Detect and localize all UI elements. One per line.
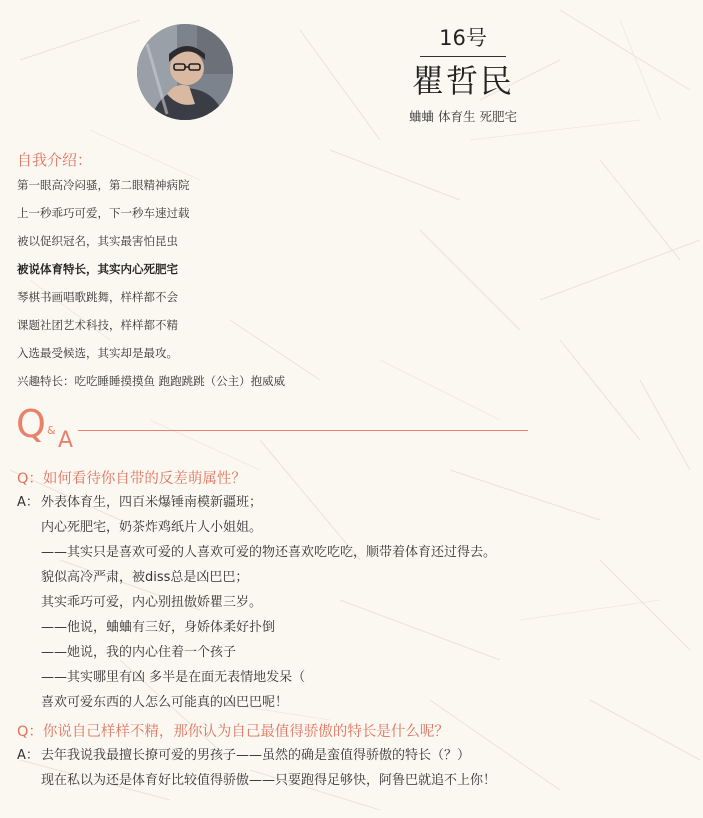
intro-list bbox=[17, 178, 285, 402]
qa-item-2 bbox=[17, 721, 697, 793]
intro-heading: 自我介绍： bbox=[17, 151, 93, 169]
answer-line: ——他说，蛐蛐有三好，身娇体柔好扑倒 bbox=[41, 620, 276, 635]
answer-line: 现在私以为还是体育好比较值得骄傲——只要跑得足够快，阿鲁巴就追不上你！ bbox=[41, 773, 497, 788]
intro-line: 第一眼高冷闷骚，第二眼精神病院 bbox=[17, 178, 190, 192]
qa-item-1 bbox=[17, 468, 697, 715]
profile-number: 16号 bbox=[420, 22, 506, 57]
answer-line: ——其实哪里有凶 多半是在面无表情地发呆（ bbox=[41, 670, 306, 685]
answer-line bbox=[17, 490, 697, 515]
answer-line: 貌似高冷严肃，被diss总是凶巴巴； bbox=[41, 570, 249, 585]
qa-logo-q: Q bbox=[16, 402, 46, 446]
intro-line: 上一秒乖巧可爱，下一秒车速过载 bbox=[17, 206, 190, 220]
answer-prefix: A： bbox=[17, 495, 39, 510]
answer-line: 喜欢可爱东西的人怎么可能真的凶巴巴呢！ bbox=[41, 695, 289, 710]
intro-line-hobbies: 兴趣特长：吃吃睡睡摸摸鱼 跑跑跳跳（公主）抱威威 bbox=[17, 374, 286, 388]
answer-line bbox=[17, 743, 697, 768]
question-2: Q：你说自己样样不精，那你认为自己最值得骄傲的特长是什么呢？ bbox=[17, 724, 449, 740]
intro-line-bold: 被说体育特长，其实内心死肥宅 bbox=[17, 262, 178, 276]
avatar-photo-icon bbox=[137, 24, 233, 120]
answer-line: 其实乖巧可爱，内心别扭傲娇瞿三岁。 bbox=[41, 595, 263, 610]
answer-text: 外表体育生，四百米爆锤南模新疆班； bbox=[41, 495, 263, 510]
intro-line: 被以促织冠名，其实最害怕昆虫 bbox=[17, 234, 178, 248]
answer-line: ——其实只是喜欢可爱的人喜欢可爱的物还喜欢吃吃吃，顺带着体育还过得去。 bbox=[41, 545, 497, 560]
intro-line: 入选最受候选，其实却是最攻。 bbox=[17, 346, 178, 360]
qa-logo-a: A bbox=[58, 428, 74, 453]
question-1: Q：如何看待你自带的反差萌属性？ bbox=[17, 471, 246, 487]
qa-logo-amp: & bbox=[47, 424, 56, 437]
answer-line: 内心死肥宅，奶茶炸鸡纸片人小姐姐。 bbox=[41, 520, 263, 535]
intro-line-emphasis bbox=[17, 262, 285, 290]
qa-divider bbox=[78, 430, 528, 431]
profile-name: 瞿哲民 bbox=[411, 62, 514, 100]
intro-line: 琴棋书画唱歌跳舞，样样都不会 bbox=[17, 290, 178, 304]
avatar bbox=[137, 24, 233, 120]
answer-text: 去年我说我最擅长撩可爱的男孩子——虽然的确是蛮值得骄傲的特长（？） bbox=[41, 748, 471, 763]
profile-tags: 蛐蛐 体育生 死肥宅 bbox=[409, 109, 517, 124]
answer-line: ——她说，我的内心住着一个孩子 bbox=[41, 645, 237, 660]
intro-line: 课题社团艺术科技，样样都不精 bbox=[17, 318, 178, 332]
answer-prefix: A： bbox=[17, 748, 39, 763]
qa-logo bbox=[16, 404, 86, 458]
